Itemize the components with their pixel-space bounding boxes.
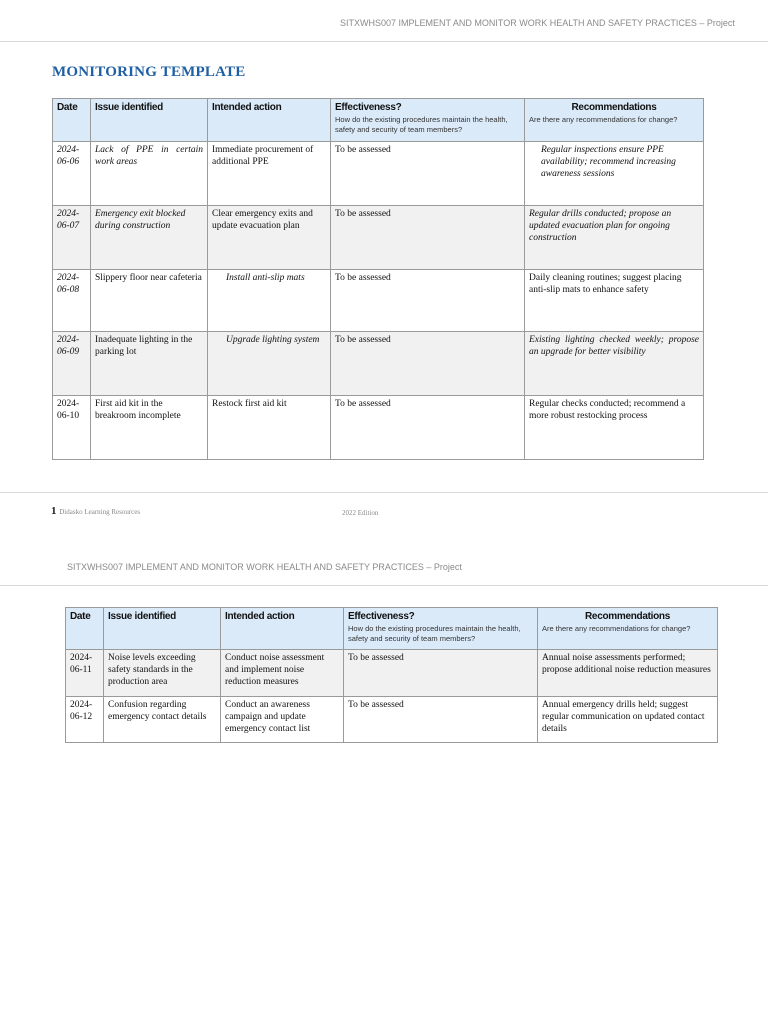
action-cell: Immediate procurement of additional PPE: [208, 142, 331, 206]
table-row: [53, 270, 704, 332]
column-header-effectiveness: Effectiveness? How do the existing procedures maintain the health, safety and security of team members?: [331, 99, 525, 142]
column-header-action: Intended action: [208, 99, 331, 142]
table-header-row: [66, 608, 718, 650]
issue-cell: Emergency exit blocked during construction: [91, 206, 208, 270]
table-row: [53, 396, 704, 460]
action-cell: Install anti-slip mats: [208, 270, 331, 332]
action-cell: Conduct noise assessment and implement noise reduction measures: [221, 650, 344, 697]
recommendation-cell: Regular checks conducted; recommend a more robust restocking process: [525, 396, 704, 460]
page-title: MONITORING TEMPLATE: [52, 64, 246, 80]
action-cell: Restock first aid kit: [208, 396, 331, 460]
effectiveness-cell: To be assessed: [331, 396, 525, 460]
header-divider: [0, 41, 768, 42]
date-cell: 2024-06-09: [53, 332, 91, 396]
effectiveness-cell: To be assessed: [344, 697, 538, 743]
table-row: [53, 332, 704, 396]
table-row: [53, 142, 704, 206]
recommendation-cell: Regular drills conducted; propose an updated evacuation plan for ongoing construction: [525, 206, 704, 270]
recommendations-subtitle: Are there any recommendations for change?: [529, 115, 678, 124]
date-cell: 2024-06-11: [66, 650, 104, 697]
action-cell: Conduct an awareness campaign and update emergency contact list: [221, 697, 344, 743]
page-break-divider: [0, 492, 768, 493]
recommendations-subtitle: Are there any recommendations for change?: [542, 624, 691, 633]
recommendation-cell: Annual noise assessments performed; propose additional noise reduction measures: [538, 650, 718, 697]
effectiveness-subtitle: How do the existing procedures maintain the health, safety and security of team members?: [335, 115, 508, 134]
issue-cell: Noise levels exceeding safety standards in the production area: [104, 650, 221, 697]
issue-cell: Inadequate lighting in the parking lot: [91, 332, 208, 396]
effectiveness-cell: To be assessed: [331, 332, 525, 396]
action-cell: Clear emergency exits and update evacuation plan: [208, 206, 331, 270]
monitoring-table: [52, 98, 704, 460]
header-divider: [0, 585, 768, 586]
table-row: [66, 650, 718, 697]
edition-label: 2022 Edition: [342, 509, 379, 517]
recommendation-cell: Existing lighting checked weekly; propose an upgrade for better visibility: [525, 332, 704, 396]
column-header-issue: Issue identified: [91, 99, 208, 142]
date-cell: 2024-06-06: [53, 142, 91, 206]
column-header-action: Intended action: [221, 608, 344, 650]
column-header-issue: Issue identified: [104, 608, 221, 650]
page-footer: [51, 505, 140, 517]
table-header-row: [53, 99, 704, 142]
running-header: SITXWHS007 IMPLEMENT AND MONITOR WORK HEALTH AND SAFETY PRACTICES – Project: [67, 562, 462, 572]
monitoring-table-continued: [65, 607, 718, 743]
issue-cell: Confusion regarding emergency contact details: [104, 697, 221, 743]
table-row: [66, 697, 718, 743]
recommendation-cell: Annual emergency drills held; suggest regular communication on updated contact details: [538, 697, 718, 743]
effectiveness-subtitle: How do the existing procedures maintain the health, safety and security of team members?: [348, 624, 521, 643]
effectiveness-cell: To be assessed: [331, 142, 525, 206]
running-header: SITXWHS007 IMPLEMENT AND MONITOR WORK HEALTH AND SAFETY PRACTICES – Project: [340, 18, 735, 28]
table-row: [53, 206, 704, 270]
date-cell: 2024-06-07: [53, 206, 91, 270]
date-cell: 2024-06-10: [53, 396, 91, 460]
column-header-effectiveness: Effectiveness? How do the existing procedures maintain the health, safety and security of team members?: [344, 608, 538, 650]
issue-cell: Slippery floor near cafeteria: [91, 270, 208, 332]
effectiveness-cell: To be assessed: [344, 650, 538, 697]
publisher-name: Didasko Learning Resources: [59, 508, 141, 516]
date-cell: 2024-06-08: [53, 270, 91, 332]
action-cell: Upgrade lighting system: [208, 332, 331, 396]
effectiveness-cell: To be assessed: [331, 270, 525, 332]
page-number: 1: [51, 505, 57, 517]
column-header-date: Date: [66, 608, 104, 650]
effectiveness-cell: To be assessed: [331, 206, 525, 270]
recommendation-cell: Regular inspections ensure PPE availability; recommend increasing awareness sessions: [525, 142, 704, 206]
column-header-recommendations: Recommendations Are there any recommendations for change?: [538, 608, 718, 650]
column-header-date: Date: [53, 99, 91, 142]
column-header-recommendations: Recommendations Are there any recommendations for change?: [525, 99, 704, 142]
issue-cell: First aid kit in the breakroom incomplete: [91, 396, 208, 460]
issue-cell: Lack of PPE in certain work areas: [91, 142, 208, 206]
date-cell: 2024-06-12: [66, 697, 104, 743]
recommendation-cell: Daily cleaning routines; suggest placing anti-slip mats to enhance safety: [525, 270, 704, 332]
